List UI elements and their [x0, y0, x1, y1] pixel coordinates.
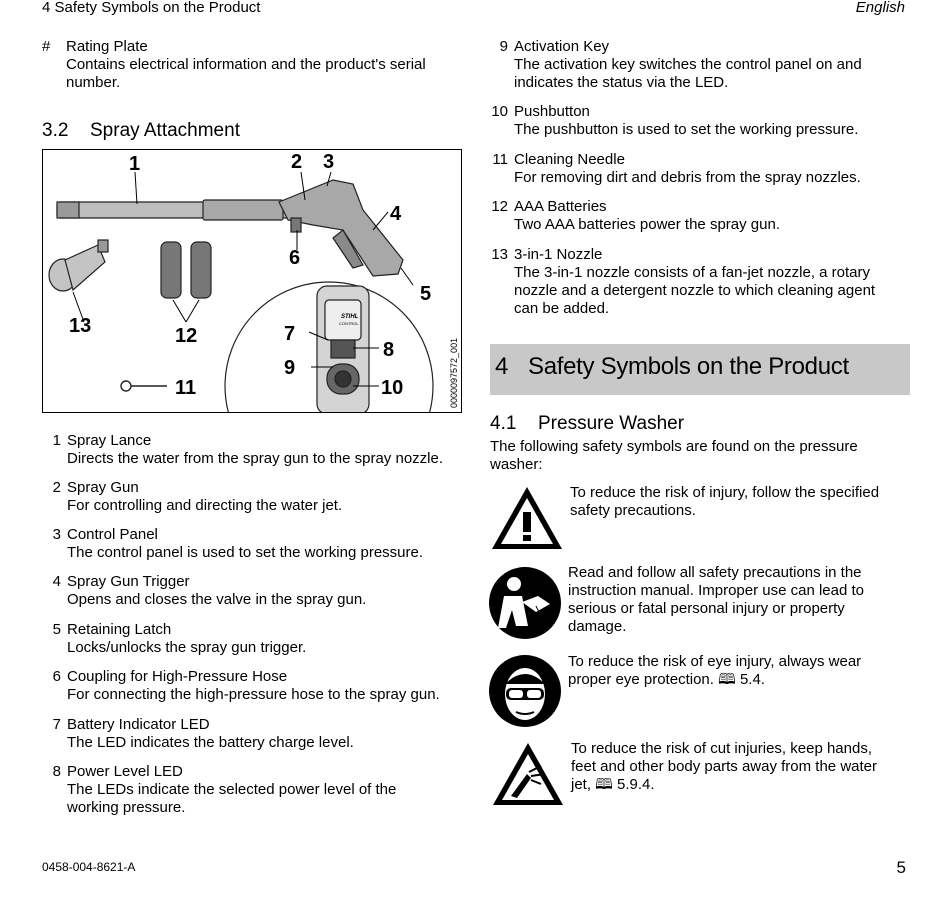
item-desc-line: indicates the status via the LED. — [514, 74, 729, 91]
item-title: Power Level LED — [67, 763, 183, 780]
item-title: AAA Batteries — [514, 198, 607, 215]
item-number: 8 — [52, 763, 61, 780]
section-heading-4-1 — [490, 413, 684, 435]
item-title: Control Panel — [67, 526, 158, 543]
spray-attachment-illustration — [43, 150, 462, 413]
nozzle-drawing — [49, 240, 108, 291]
item-desc-line: The pushbutton is used to set the working pressure. — [514, 121, 859, 138]
callout-4: 4 — [390, 203, 402, 225]
legend-item — [42, 668, 440, 704]
callout-12: 12 — [175, 325, 198, 347]
item-desc-line: number. — [66, 74, 121, 91]
figure-logo-subtext: CONTROL — [339, 321, 359, 326]
item-number: 2 — [52, 479, 61, 496]
callout-1: 1 — [129, 153, 141, 175]
item-desc-line: The LEDs indicate the selected power level of the — [67, 781, 397, 798]
item-title: Spray Gun — [67, 479, 139, 496]
legend-item — [42, 526, 423, 562]
item-title: Battery Indicator LED — [67, 716, 210, 733]
legend-item — [484, 151, 861, 187]
item-title: Retaining Latch — [67, 621, 172, 638]
callout-7: 7 — [284, 323, 296, 345]
rating-plate-item — [42, 38, 426, 92]
page-number: 5 — [896, 858, 906, 877]
callout-9: 9 — [284, 357, 296, 379]
item-title: 3-in-1 Nozzle — [514, 246, 603, 263]
symbol-line: safety precautions. — [570, 502, 696, 519]
callout-3: 3 — [323, 151, 335, 173]
symbol-line: instruction manual. Improper use can lead to — [568, 582, 864, 599]
item-number: 12 — [491, 198, 508, 215]
item-desc-line: Two AAA batteries power the spray gun. — [514, 216, 780, 233]
item-desc-line: For connecting the high-pressure hose to the spray gun. — [67, 686, 440, 703]
symbol-text-2 — [568, 564, 864, 636]
symbol-line: To reduce the risk of injury, follow the specified — [570, 484, 880, 501]
item-desc-line: The LED indicates the battery charge level. — [67, 734, 354, 751]
legend-item — [484, 38, 862, 92]
item-desc-line: Contains electrical information and the product's serial — [66, 56, 426, 73]
symbol-text-3 — [568, 653, 861, 689]
warning-triangle-icon — [490, 484, 564, 552]
legend-item — [42, 763, 396, 817]
section-title: Spray Attachment — [90, 120, 240, 141]
callout-5: 5 — [420, 283, 432, 305]
symbol-line: To reduce the risk of eye injury, always wear — [568, 653, 862, 670]
chapter-title: Safety Symbols on the Product — [528, 353, 849, 380]
symbol-line: proper eye protection. 🕮 5.4. — [568, 671, 765, 688]
item-desc-line: The 3-in-1 nozzle consists of a fan-jet nozzle, a rotary — [514, 264, 871, 281]
item-number: 4 — [52, 573, 61, 590]
item-desc-line: For removing dirt and debris from the spray nozzles. — [514, 169, 861, 186]
legend-item — [42, 716, 354, 752]
section-heading-3-2 — [42, 120, 240, 142]
intro-line: washer: — [490, 456, 543, 473]
figure-logo-text: STIHL — [341, 314, 359, 320]
item-title: Cleaning Needle — [514, 151, 625, 168]
callout-6: 6 — [289, 247, 301, 269]
item-title: Spray Gun Trigger — [67, 573, 190, 590]
item-desc-line: nozzle and a detergent nozzle to which cleaning agent — [514, 282, 876, 299]
legend-item — [42, 432, 443, 468]
item-desc-line: can be added. — [514, 300, 610, 317]
running-header-language: English — [855, 0, 905, 16]
item-number: 6 — [52, 668, 61, 685]
item-desc-line: The activation key switches the control panel on and — [514, 56, 862, 73]
legend-item — [42, 621, 306, 657]
symbol-line: feet and other body parts away from the water — [571, 758, 877, 775]
legend-item — [42, 479, 342, 515]
callout-13: 13 — [69, 315, 92, 337]
chapter-number: 4 — [495, 353, 509, 380]
section-number: 4.1 — [490, 413, 517, 434]
legend-item — [484, 103, 858, 139]
chapter-4-banner — [490, 344, 910, 395]
item-title: Rating Plate — [66, 38, 148, 55]
running-header-left: 4 Safety Symbols on the Product — [42, 0, 261, 16]
spray-attachment-figure — [42, 149, 462, 413]
item-desc-line: Directs the water from the spray gun to the spray nozzle. — [67, 450, 444, 467]
intro-line: The following safety symbols are found on the pressure — [490, 438, 858, 455]
cleaning-needle-drawing — [121, 381, 167, 391]
callout-2: 2 — [291, 151, 303, 173]
figure-id: 0000097572_001 — [449, 337, 459, 408]
document-code: 0458-004-8621-A — [42, 860, 136, 874]
callout-8: 8 — [383, 339, 395, 361]
item-number: 1 — [52, 432, 61, 449]
item-title: Activation Key — [514, 38, 610, 55]
item-desc-line: working pressure. — [67, 799, 186, 816]
legend-item — [484, 246, 875, 318]
item-number: 10 — [491, 103, 508, 120]
item-desc-line: Opens and closes the valve in the spray gun. — [67, 591, 367, 608]
item-desc-line: Locks/unlocks the spray gun trigger. — [67, 639, 307, 656]
symbol-line: damage. — [568, 618, 627, 635]
spray-lance-drawing — [57, 200, 307, 220]
item-number: # — [42, 38, 51, 55]
item-number: 13 — [491, 246, 508, 263]
item-number: 9 — [499, 38, 508, 55]
section-title: Pressure Washer — [538, 413, 685, 434]
item-number: 3 — [52, 526, 61, 543]
symbol-line: jet, 🕮 5.9.4. — [571, 776, 655, 793]
eye-protection-icon — [488, 654, 562, 728]
legend-item — [42, 573, 366, 609]
read-manual-icon — [488, 566, 562, 640]
item-desc-line: For controlling and directing the water jet. — [67, 497, 343, 514]
batteries-drawing — [161, 242, 211, 298]
item-number: 7 — [52, 716, 61, 733]
item-title: Spray Lance — [67, 432, 152, 449]
symbol-line: serious or fatal personal injury or property — [568, 600, 845, 617]
symbol-text-4 — [571, 740, 877, 794]
item-number: 5 — [52, 621, 61, 638]
water-jet-cut-warning-icon — [491, 740, 565, 808]
callout-10: 10 — [381, 377, 404, 399]
item-desc-line: The control panel is used to set the working pressure. — [67, 544, 424, 561]
section-number: 3.2 — [42, 120, 69, 141]
legend-item — [484, 198, 780, 234]
item-number: 11 — [492, 151, 508, 168]
item-title: Coupling for High-Pressure Hose — [67, 668, 288, 685]
section-intro — [490, 438, 858, 474]
symbol-line: Read and follow all safety precautions in the — [568, 564, 862, 581]
callout-11: 11 — [175, 377, 197, 399]
item-title: Pushbutton — [514, 103, 590, 120]
symbol-line: To reduce the risk of cut injuries, keep hands, — [571, 740, 872, 757]
symbol-text-1 — [570, 484, 879, 520]
